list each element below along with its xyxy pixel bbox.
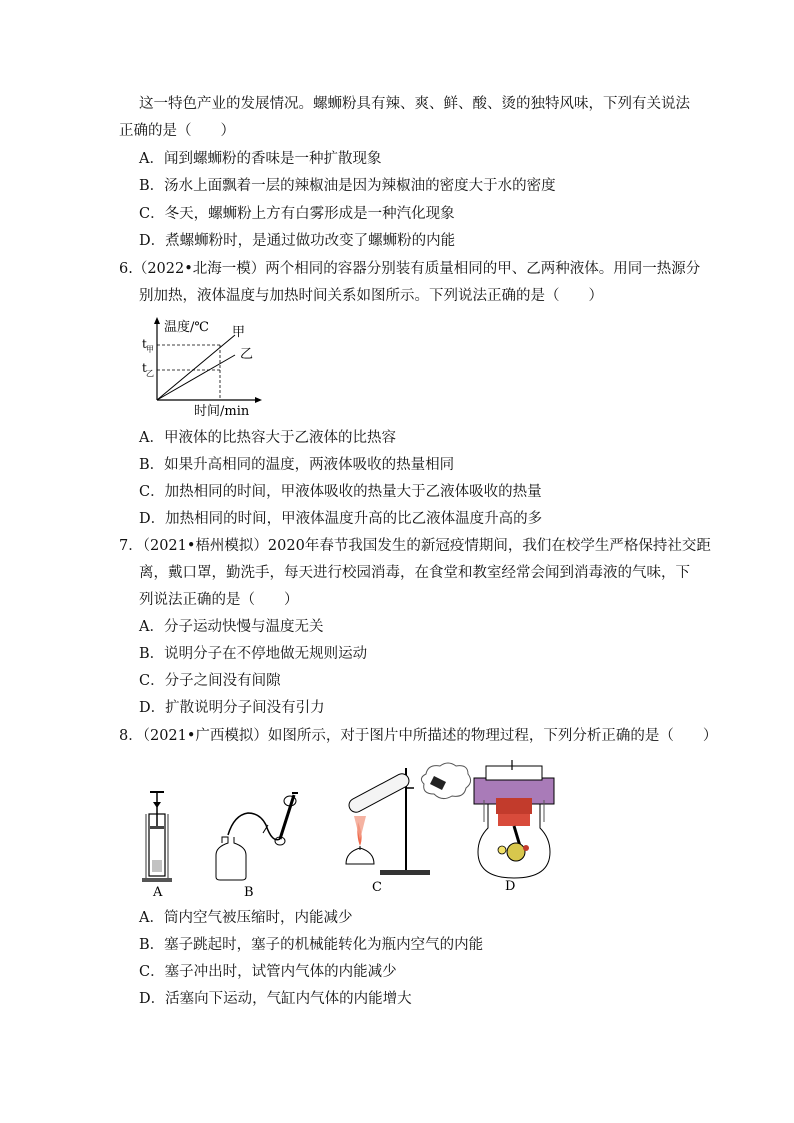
q8-option-a: A．筒内空气被压缩时，内能减少 [139,910,353,926]
q8-figure-a-compression-cylinder [136,782,180,900]
q5-stem-line2: 正确的是（ ） [119,123,235,139]
q6-option-a: A．甲液体的比热容大于乙液体的比热容 [139,430,396,446]
q7-stem-line3: 列说法正确的是（ ） [139,592,299,608]
q8-option-d: D．活塞向下运动，气缸内气体的内能增大 [139,991,412,1007]
q6-temperature-time-graph [132,314,272,420]
q7-option-d: D．扩散说明分子间没有引力 [139,700,325,716]
q7-option-b: B．说明分子在不停地做无规则运动 [139,646,368,662]
q5-option-c: C．冬天，螺蛳粉上方有白雾形成是一种汽化现象 [139,206,455,222]
q6-option-c: C．加热相同的时间，甲液体吸收的热量大于乙液体吸收的热量 [139,484,542,500]
q8-stem-line1: 8．（2021•广西模拟）如图所示，对于图片中所描述的物理过程，下列分析正确的是（ ） [119,728,718,744]
q5-option-a: A．闻到螺蛳粉的香味是一种扩散现象 [139,151,382,167]
line-yi-label: 乙 [240,347,254,362]
t-yi-subscript: 乙 [146,369,154,378]
line-yi [157,355,235,400]
y-axis-label: 温度/℃ [164,320,209,335]
t-jia-label: t [142,337,147,351]
figure-d-label: D [505,879,516,893]
figure-a-label: A [153,885,163,900]
y-axis-arrow [154,317,160,324]
x-axis-label: 时间/min [194,404,250,419]
q8-option-b: B．塞子跳起时，塞子的机械能转化为瓶内空气的内能 [139,937,484,953]
q5-option-b: B．汤水上面飘着一层的辣椒油是因为辣椒油的密度大于水的密度 [139,178,556,194]
q8-figure-b-bottle-pump [208,785,308,900]
q7-stem-line1: 7．（2021•梧州模拟）2020年春节我国发生的新冠疫情期间，我们在校学生严格保持社交距 [119,538,711,554]
t-jia-subscript: 甲 [146,345,154,354]
q6-option-b: B．如果升高相同的温度，两液体吸收的热量相同 [139,457,455,473]
q8-figure-d-engine-cylinder [470,758,560,893]
line-jia-label: 甲 [232,325,246,340]
q6-stem-line1: 6.（2022•北海一模）两个相同的容器分别装有质量相同的甲、乙两种液体。用同一热源分 [119,261,701,277]
t-yi-label: t [142,361,147,375]
q7-option-c: C．分子之间没有间隙 [139,673,281,689]
x-axis-arrow [255,397,262,403]
figure-b-label: B [244,885,254,900]
q5-option-d: D．煮螺蛳粉时，是通过做功改变了螺蛳粉的内能 [139,233,456,249]
q8-option-c: C．塞子冲出时，试管内气体的内能减少 [139,964,397,980]
figure-c-label: C [372,880,382,895]
q5-stem-line1: 这一特色产业的发展情况。螺蛳粉具有辣、爽、鲜、酸、烫的独特风味，下列有关说法 [139,96,690,112]
q7-option-a: A．分子运动快慢与温度无关 [139,619,324,635]
q6-stem-line2: 别加热，液体温度与加热时间关系如图所示。下列说法正确的是（ ） [139,288,603,304]
q7-stem-line2: 离，戴口罩，勤洗手，每天进行校园消毒，在食堂和教室经常会闻到消毒液的气味，下 [139,565,690,581]
q6-option-d: D．加热相同的时间，甲液体温度升高的比乙液体温度升高的多 [139,511,543,527]
